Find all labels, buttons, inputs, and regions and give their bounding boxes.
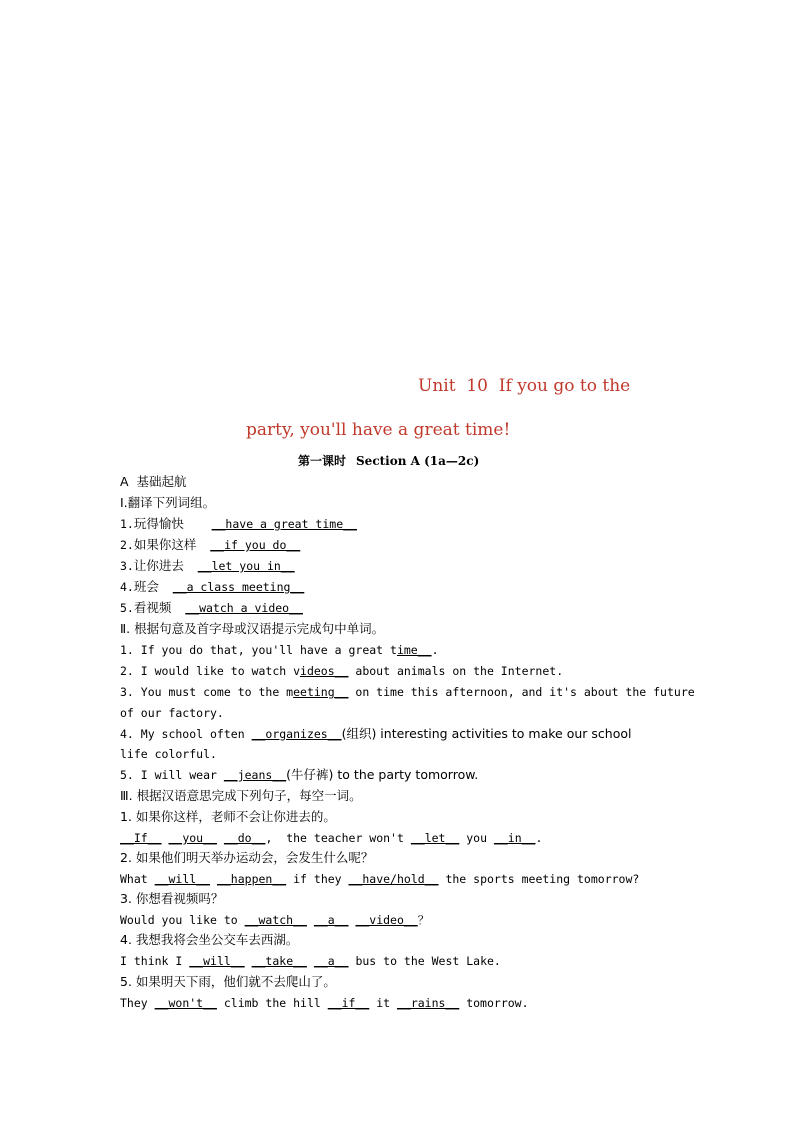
spacer [184,517,212,531]
s3-q1-english [120,828,680,848]
text: climb the hill [216,996,328,1010]
spacer [184,559,198,573]
text: What [120,872,155,886]
s3-q2-english [120,869,680,889]
item-number: 5. [120,601,134,615]
answer: __won't__ [154,996,217,1010]
text: it [369,996,397,1010]
text: you [459,831,494,845]
answer: ime__ [396,643,432,657]
answer: __have a great time__ [211,517,357,531]
item-number: 2. [120,538,134,552]
answer: __let__ [410,831,460,845]
s1-item-2 [120,535,680,555]
answer: __will__ [189,954,245,968]
s3-q3-chinese: 3. 你想看视频吗？ [120,891,224,906]
answer: __take__ [251,954,307,968]
text [307,954,314,968]
item-number: 4. [120,580,134,594]
s1-item-4 [120,577,680,597]
s2-q3-cont: of our factory. [120,706,224,720]
section-label: Section A (1a—2c) [356,454,480,468]
text: tomorrow. [459,996,529,1010]
item-chinese: 玩得愉快 [133,516,184,531]
answer: __do__ [223,831,266,845]
answer: __organizes__ [251,727,342,741]
answer: __a class meeting__ [172,580,305,594]
item-chinese: 让你进去 [133,558,184,573]
s3-q4-chinese: 4. 我想我将会坐公交车去西湖。 [120,932,299,947]
text: 4. My school often [120,727,252,741]
s3-q5-chinese: 5. 如果明天下雨，他们就不去爬山了。 [120,974,336,989]
answer: __you__ [168,831,217,845]
text: 1. If you do that, you'll have a great t [120,643,397,657]
s2-q1 [120,640,680,660]
item-chinese: 看视频 [133,600,172,615]
text: . [535,831,543,845]
text: if they [286,872,349,886]
s3-q2-chinese: 2. 如果他们明天举办运动会，会发生什么呢？ [120,850,374,865]
item-chinese: 班会 [133,579,159,594]
text [217,831,224,845]
s2-q4 [120,724,680,744]
answer: eeting__ [293,685,349,699]
s1-item-3 [120,556,680,576]
unit-title-line-1: Unit 10 If you go to the [418,376,631,396]
text: (牛仔裤) to the party tomorrow. [286,767,479,782]
unit-title-line-2: party, you'll have a great time! [246,420,511,440]
text: ？ [417,913,430,927]
answer: __rains__ [396,996,460,1010]
answer: __a__ [313,913,349,927]
text: the sports meeting tomorrow? [438,872,640,886]
s3-q1-chinese: 1. 如果你这样，老师不会让你进去的。 [120,809,336,824]
spacer [171,601,185,615]
section-2-heading: Ⅱ. 根据句意及首字母或汉语提示完成句中单词。 [120,621,385,636]
section-3-heading: Ⅲ. 根据汉语意思完成下列句子，每空一词。 [120,788,362,803]
item-number: 1. [120,517,134,531]
s2-q2 [120,661,680,681]
answer: ideos__ [300,664,349,678]
item-number: 3. [120,559,134,573]
s1-item-5 [120,598,680,618]
s2-q3 [120,682,695,702]
s3-q4-english [120,951,680,971]
text: They [120,996,155,1010]
text: Would you like to [120,913,245,927]
spacer [159,580,173,594]
text: . [431,643,439,657]
lesson-label: 第一课时 [298,454,347,468]
answer: __watch a video__ [185,601,303,615]
text: 5. I will wear [120,768,224,782]
s2-q5 [120,765,680,785]
answer: __have/hold__ [348,872,439,886]
spacer [196,538,210,552]
item-chinese: 如果你这样 [133,537,197,552]
text: 3. You must come to the m [120,685,294,699]
text: (组织) interesting activities to make our school [341,726,632,741]
answer: __if__ [327,996,370,1010]
answer: __if you do__ [210,538,301,552]
s3-q5-english [120,993,680,1013]
text: , the teacher won't [265,831,411,845]
answer: __jeans__ [223,768,287,782]
answer: __in__ [493,831,536,845]
lesson-subtitle [298,452,479,469]
text [307,913,314,927]
answer: __happen__ [216,872,287,886]
answer: __a__ [313,954,349,968]
text: about animals on the Internet. [348,664,564,678]
text: 2. I would like to watch v [120,664,301,678]
text [210,872,217,886]
text [245,954,252,968]
s2-q4-cont: life colorful. [120,747,217,761]
text: on time this afternoon, and it's about the future [348,685,695,699]
answer: __watch__ [244,913,307,927]
text: I think I [120,954,190,968]
s1-item-1 [120,514,680,534]
answer: __If__ [120,831,162,845]
answer: __let you in__ [197,559,295,573]
section-1-heading: Ⅰ.翻译下列词组。 [120,495,216,510]
part-a-heading: A 基础起航 [120,474,187,489]
text: bus to the West Lake. [348,954,501,968]
s3-q3-english [120,910,680,930]
answer: __video__ [355,913,418,927]
answer: __will__ [154,872,211,886]
